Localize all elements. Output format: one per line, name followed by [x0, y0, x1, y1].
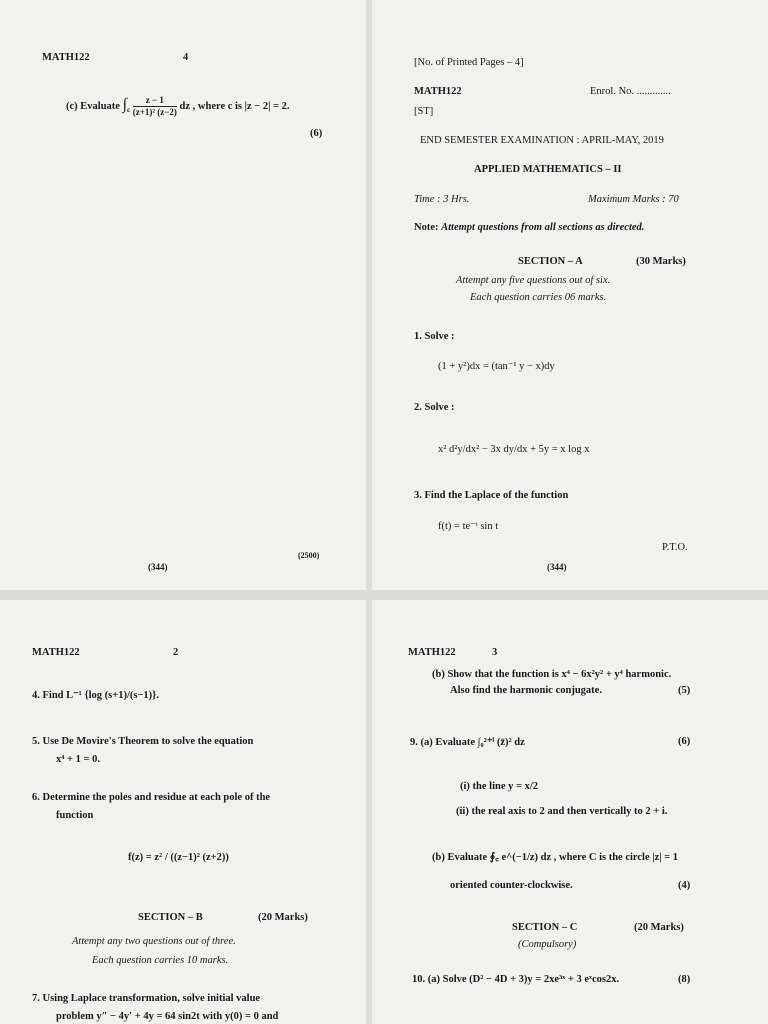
question-10a: 10. (a) Solve (D² − 4D + 3)y = 2xe³ˣ + 3 eˣcos2x.	[412, 974, 620, 985]
question-9a: 9. (a) Evaluate ∫₀²⁺ⁱ (z̄)² dz	[410, 737, 525, 748]
equation: x² d²y/dx² − 3x dy/dx + 5y = x log x	[438, 444, 590, 455]
compulsory-label: (Compulsory)	[518, 939, 577, 950]
section-a-marks: (30 Marks)	[636, 256, 686, 267]
question-9b: (b) Evaluate ∮꜀ e^(−1/z) dz , where C is the circle |z| = 1	[432, 852, 679, 863]
question-7-cont: problem y″ − 4y′ + 4y = 64 sin2t with y(0) = 0 and	[56, 1011, 279, 1022]
page-number: 4	[183, 52, 189, 63]
instruction: Each question carries 10 marks.	[92, 955, 229, 966]
max-marks: Maximum Marks : 70	[588, 194, 679, 205]
section-b-heading: SECTION – B	[138, 912, 203, 923]
course-code: MATH122	[32, 647, 80, 658]
footer-code: (344)	[547, 562, 567, 572]
exam-page-1	[372, 0, 768, 590]
section-c-heading: SECTION – C	[512, 922, 578, 933]
question-2: 2. Solve :	[414, 402, 455, 413]
question-1: 1. Solve :	[414, 331, 455, 342]
instruction: Each question carries 06 marks.	[470, 292, 607, 303]
instruction: Attempt any five questions out of six.	[456, 275, 611, 286]
marks: (6)	[310, 128, 323, 139]
enrol-no: Enrol. No. .............	[590, 86, 671, 97]
question-9c: (c) Evaluate $\int_c$ $\frac{z - 1}{\text{(z+1)² (z−2)}}$ dz , where c is |z − 2| = 2.	[66, 95, 290, 117]
footer-code: (344)	[148, 562, 168, 572]
exam-page-2	[0, 600, 366, 1024]
course-code: MATH122	[414, 86, 462, 97]
page-number: 3	[492, 647, 498, 658]
section-b-marks: (20 Marks)	[258, 912, 308, 923]
question-6-cont: function	[56, 810, 94, 821]
course-code: MATH122	[408, 647, 456, 658]
exam-page-3	[372, 600, 768, 1024]
marks: (5)	[678, 685, 691, 696]
section-a-heading: SECTION – A	[518, 256, 583, 267]
question-9b-cont: oriented counter-clockwise.	[450, 880, 573, 891]
question-8b: (b) Show that the function is x⁴ − 6x²y² + y⁴ harmonic.	[432, 669, 672, 680]
subject-title: APPLIED MATHEMATICS – II	[474, 164, 622, 175]
pto: P.T.O.	[662, 542, 688, 553]
page-number: 2	[173, 647, 179, 658]
question-4: 4. Find L⁻¹ {log (s+1)/(s−1)}.	[32, 690, 159, 701]
note: Note: Attempt questions from all sections as directed.	[414, 222, 645, 233]
time: Time : 3 Hrs.	[414, 194, 470, 205]
equation: f(t) = te⁻ᵗ sin t	[438, 521, 499, 532]
footer-count: (2500)	[298, 551, 320, 560]
printed-pages: [No. of Printed Pages – 4]	[414, 57, 524, 68]
question-3: 3. Find the Laplace of the function	[414, 490, 569, 501]
equation: (1 + y²)dx = (tan⁻¹ y − x)dy	[438, 361, 555, 372]
exam-page-4	[0, 0, 366, 590]
exam-title: END SEMESTER EXAMINATION : APRIL-MAY, 2019	[420, 135, 664, 146]
section-c-marks: (20 Marks)	[634, 922, 684, 933]
marks: (4)	[678, 880, 691, 891]
course-code: MATH122	[42, 52, 90, 63]
question-9a-i: (i) the line y = x/2	[460, 781, 539, 792]
equation: f(z) = z² / ((z−1)² (z+2))	[128, 852, 229, 863]
question-9a-ii: (ii) the real axis to 2 and then vertically to 2 + i.	[456, 806, 668, 817]
question-5: 5. Use De Movire's Theorem to solve the equation	[32, 736, 254, 747]
question-6: 6. Determine the poles and residue at each pole of the	[32, 792, 271, 803]
instruction: Attempt any two questions out of three.	[72, 936, 236, 947]
marks: (6)	[678, 736, 691, 747]
question-8b-cont: Also find the harmonic conjugate.	[450, 685, 602, 696]
question-5-eq: x⁴ + 1 = 0.	[56, 754, 100, 765]
st-label: [ST]	[414, 106, 434, 117]
marks: (8)	[678, 974, 691, 985]
question-7: 7. Using Laplace transformation, solve initial value	[32, 993, 261, 1004]
